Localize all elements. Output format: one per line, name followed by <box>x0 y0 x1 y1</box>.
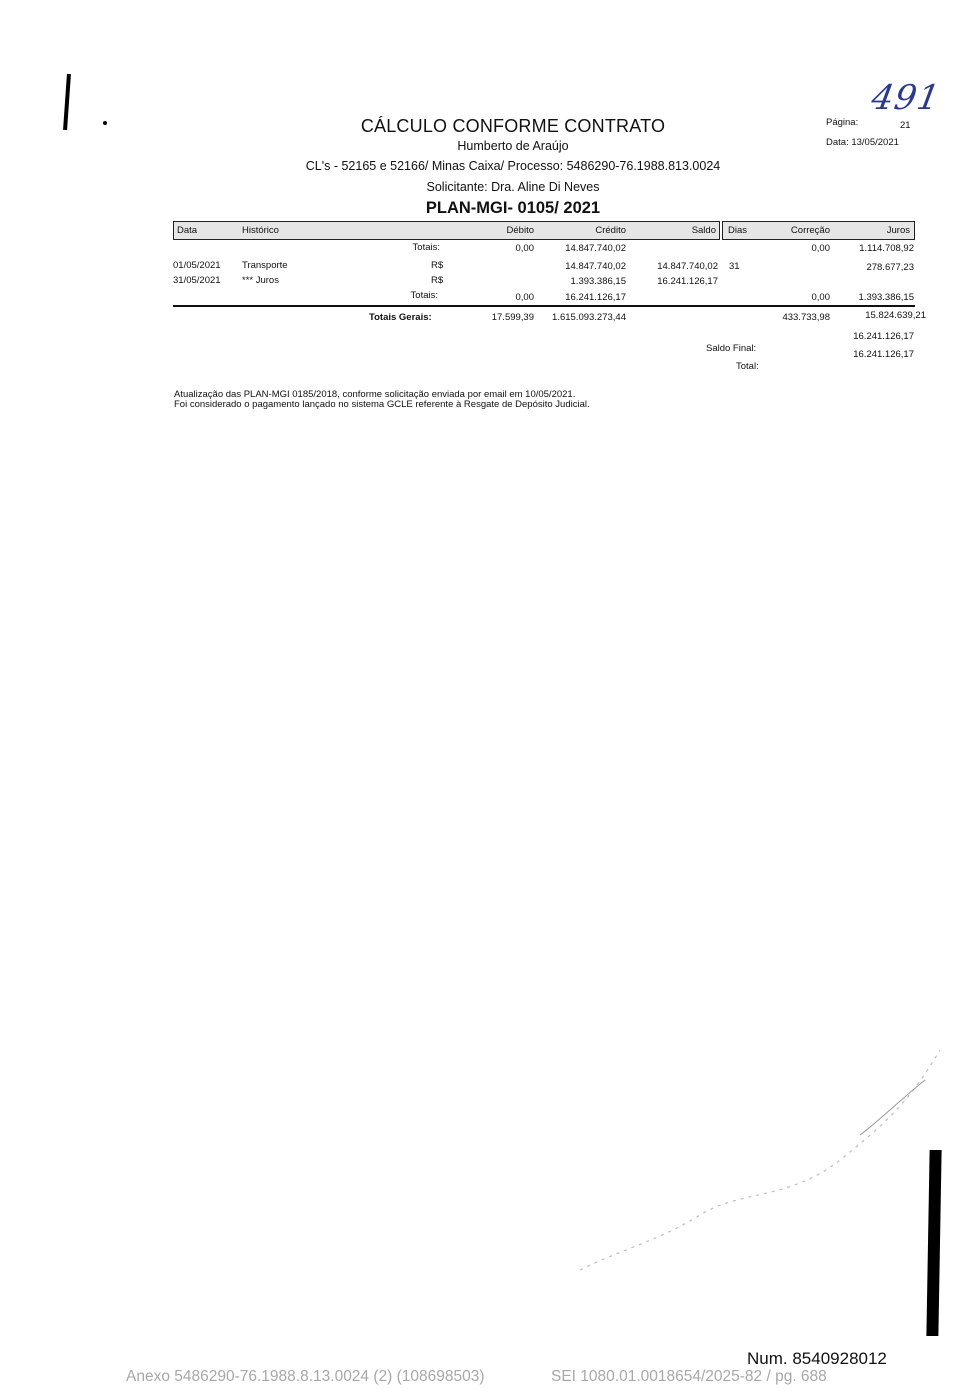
total-label: Total: <box>736 361 759 372</box>
footer-sei: SEI 1080.01.0018654/2025-82 / pg. 688 <box>551 1368 827 1385</box>
note-line-2: Foi considerado o pagamento lançado no sistema GCLE referente à Resgate de Depósito Judicial. <box>174 399 590 410</box>
plan-code: PLAN-MGI- 0105/ 2021 <box>425 199 601 217</box>
totals-top-correcao: 0,00 <box>811 243 830 254</box>
footer-anexo: Anexo 5486290-76.1988.8.13.0024 (2) (108698503) <box>126 1368 485 1385</box>
col-correcao: Correção <box>790 225 830 236</box>
col-historico: Histórico <box>242 225 279 236</box>
document-title: CÁLCULO CONFORME CONTRATO <box>360 116 666 136</box>
requester: Solicitante: Dra. Aline Di Neves <box>426 180 600 194</box>
row1-dias: 31 <box>729 261 740 272</box>
totals-bottom-debito: 0,00 <box>515 292 534 303</box>
grand-totals-correcao: 433.733,98 <box>782 312 830 323</box>
row2-credito: 1.393.386,15 <box>570 276 626 287</box>
col-saldo: Saldo <box>691 225 716 236</box>
totals-bottom-credito: 16.241.126,17 <box>565 292 626 303</box>
row2-historico: *** Juros <box>242 275 279 286</box>
grand-totals-debito: 17.599,39 <box>491 312 534 323</box>
footer-document-number: Num. 8540928012 <box>747 1349 887 1368</box>
totals-top-juros: 1.114.708,92 <box>859 243 914 254</box>
row1-moeda: R$ <box>431 260 444 271</box>
grand-totals-label: Totais Gerais: <box>369 312 432 323</box>
total-value: 16.241.126,17 <box>853 349 914 360</box>
totals-top-debito: 0,00 <box>515 243 534 254</box>
note-line-1: Atualização das PLAN-MGI 0185/2018, conforme solicitação enviada por email em 10/05/2021. <box>174 389 576 400</box>
client-name: Humberto de Araújo <box>457 139 569 153</box>
totals-bottom-label: Totais: <box>410 290 438 301</box>
row1-data: 01/05/2021 <box>173 260 221 271</box>
col-credito: Crédito <box>595 225 626 236</box>
process-line: CL's - 52165 e 52166/ Minas Caixa/ Processo: 5486290-76.1988.813.0024 <box>305 159 721 173</box>
col-data: Data <box>177 225 198 236</box>
col-juros: Juros <box>886 225 910 236</box>
totals-bottom-juros: 1.393.386,15 <box>858 292 914 303</box>
scan-shadow-artifact <box>560 1040 950 1290</box>
grand-totals-credito: 1.615.093.273,44 <box>552 312 626 323</box>
saldo-final-value: 16.241.126,17 <box>853 331 914 342</box>
totals-top-label: Totais: <box>412 242 440 253</box>
grand-totals-juros: 15.824.639,21 <box>865 310 926 321</box>
row2-data: 31/05/2021 <box>173 275 221 286</box>
row1-juros: 278.677,23 <box>866 262 914 273</box>
row2-saldo: 16.241.126,17 <box>657 276 718 287</box>
handwritten-page-number: 491 <box>868 78 944 118</box>
col-debito: Débito <box>506 225 534 236</box>
row1-historico: Transporte <box>242 260 288 271</box>
col-dias: Dias <box>728 225 748 236</box>
date-label: Data: 13/05/2021 <box>826 137 899 148</box>
saldo-final-label: Saldo Final: <box>706 343 757 354</box>
page-label: Página: <box>826 117 859 128</box>
totals-bottom-correcao: 0,00 <box>811 292 830 303</box>
totals-top-credito: 14.847.740,02 <box>565 243 626 254</box>
row1-saldo: 14.847.740,02 <box>657 261 718 272</box>
row1-credito: 14.847.740,02 <box>565 261 626 272</box>
page-value: 21 <box>900 120 911 131</box>
row2-moeda: R$ <box>431 275 444 286</box>
totals-rule <box>173 305 915 307</box>
